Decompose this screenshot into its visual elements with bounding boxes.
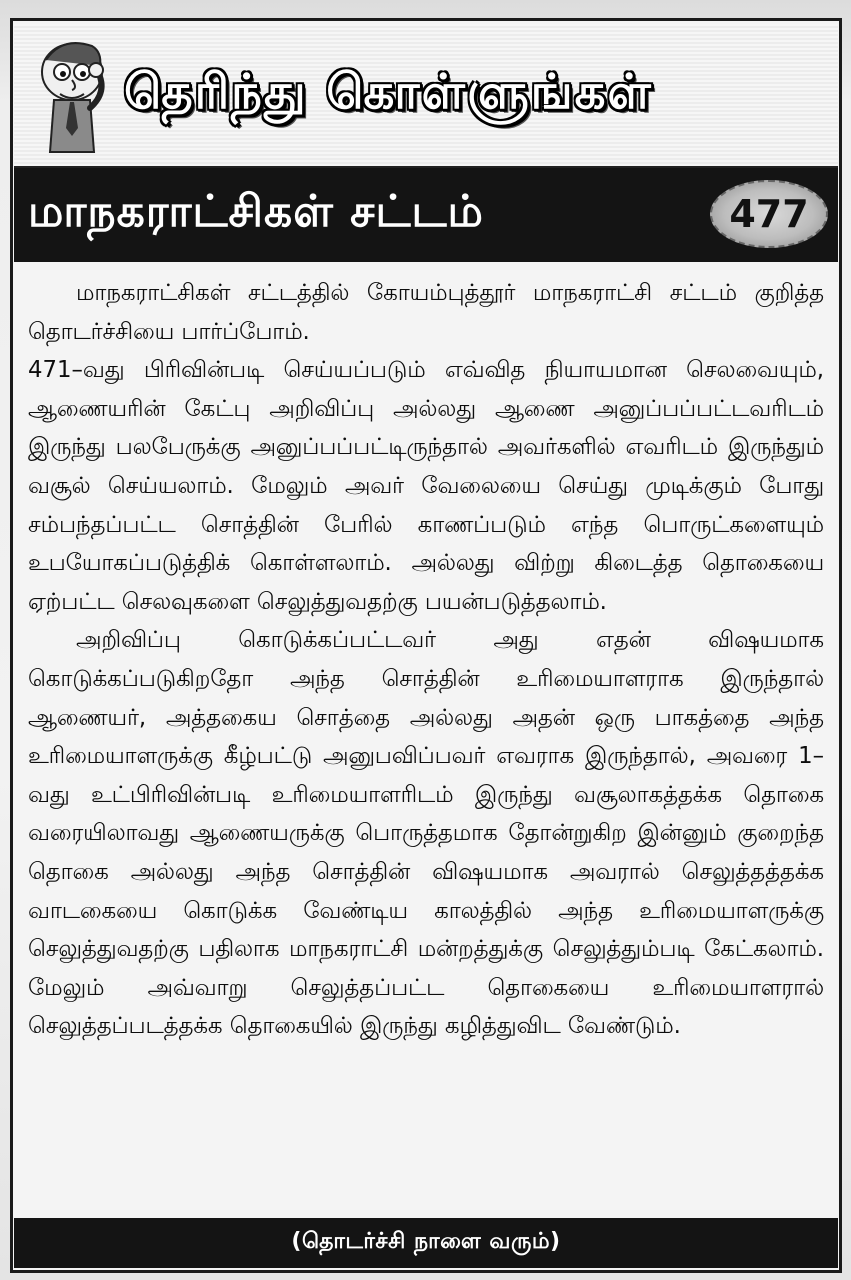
cartoon-mascot-icon bbox=[32, 32, 118, 162]
topic-banner bbox=[14, 168, 838, 262]
issue-number-badge bbox=[710, 180, 828, 248]
column-header bbox=[14, 24, 838, 169]
column-title: தெரிந்து கொள்ளுங்கள் bbox=[124, 64, 653, 120]
paragraph-notice: அறிவிப்பு கொடுக்கப்பட்டவர் அது எதன் விஷயமாக கொடுக்கப்படுகிறதோ அந்த சொத்தின் உரிமையாளராக இருந்தால் ஆணையர், அத்தகைய சொத்தை அல்லது அதன் ஒரு பாகத்தை அந்த உரிமையாளருக்கு கீழ்பட்டு அனுபவிப்பவர் எவராக இருந்தால், அவரை 1–வது உட்பிரிவின்படி உரிமையாளரிடம் இருந்து வசூலாகத்தக்க தொகை வரையிலாவது ஆணையருக்கு பொருத்தமாக தோன்றுகிற இன்னும் குறைந்த தொகை அல்லது அந்த சொத்தின் விஷயமாக அவரால் செலுத்தத்தக்க வாடகையை கொடுக்க வேண்டிய காலத்தில் அந்த உரிமையாளருக்கு செலுத்துவதற்கு பதிலாக மாநகராட்சி மன்றத்துக்கு செலுத்தும்படி கேட்கலாம். மேலும் அவ்வாறு செலுத்தப்பட்ட தொகையை உரிமையாளரால் செலுத்தப்படத்தக்க தொகையில் இருந்து கழித்துவிட வேண்டும். bbox=[28, 627, 824, 1040]
topic-title: மாநகராட்சிகள் சட்டம் bbox=[28, 186, 484, 237]
article-body bbox=[28, 274, 824, 1046]
continued-note: (தொடர்ச்சி நாளை வரும்) bbox=[291, 1229, 561, 1254]
paragraph-intro: மாநகராட்சிகள் சட்டத்தில் கோயம்புத்தூர் மாநகராட்சி சட்டம் குறித்த தொடர்ச்சியை பார்ப்போம். bbox=[28, 280, 824, 345]
issue-number: 477 bbox=[729, 192, 809, 236]
continued-footer bbox=[14, 1218, 838, 1268]
paragraph-section-471: 471–வது பிரிவின்படி செய்யப்படும் எவ்வித நியாயமான செலவையும், ஆணையரின் கேட்பு அறிவிப்பு அல்லது ஆணை அனுப்பப்பட்டவரிடம் இருந்து பலபேருக்கு அனுப்பப்பட்டிருந்தால் அவர்களில் எவரிடம் இருந்தும் வசூல் செய்யலாம். மேலும் அவர் வேலையை செய்து முடிக்கும் போது சம்பந்தப்பட்ட சொத்தின் பேரில் காணப்படும் எந்த பொருட்களையும் உபயோகப்படுத்திக் கொள்ளலாம். அல்லது விற்று கிடைத்த தொகையை ஏற்பட்ட செலவுகளை செலுத்துவதற்கு பயன்படுத்தலாம். bbox=[28, 357, 824, 615]
